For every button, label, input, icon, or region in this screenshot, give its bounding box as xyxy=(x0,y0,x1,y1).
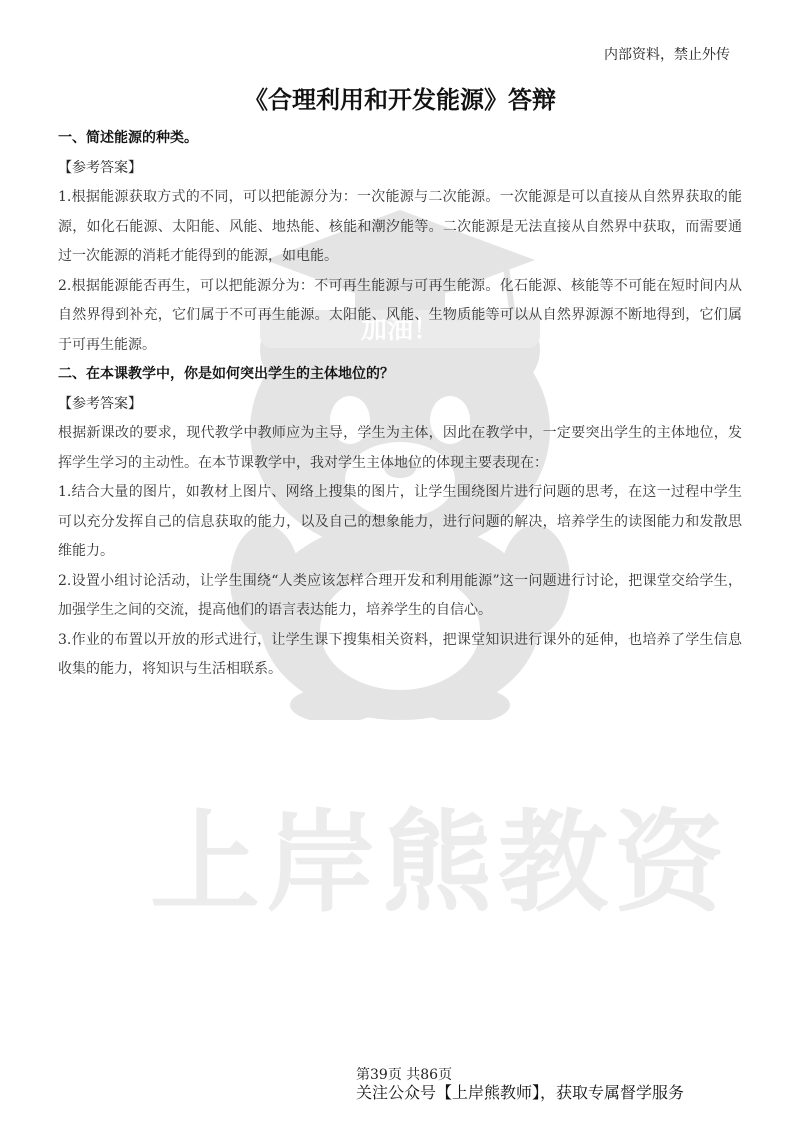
answer-paragraph: 1.结合大量的图片，如教材上图片、网络上搜集的图片，让学生围绕图片进行问题的思考，在这一过程中学生可以充分发挥自己的信息获取的能力，以及自己的想象能力，进行问题的解决，培养学生的读图能力和发散思维能力。 xyxy=(58,484,742,559)
page-number: 第39页 共86页 xyxy=(356,1067,453,1083)
answer-paragraph: 根据新课改的要求，现代教学中教师应为主导，学生为主体，因此在教学中，一定要突出学生的主体地位，发挥学生学习的主动性。在本节课教学中，我对学生主体地位的体现主要表现在： xyxy=(58,425,742,471)
answer-label: 【参考答案】 xyxy=(58,395,142,412)
mascot-banner-text: 加油！ xyxy=(360,315,440,345)
answer-paragraph: 2.设置小组讨论活动，让学生围绕“人类应该怎样合理开发和利用能源”这一问题进行讨论，把课堂交给学生，加强学生之间的交流，提高他们的语言表达能力，培养学生的自信心。 xyxy=(58,572,742,618)
section-heading: 一、简述能源的种类。 xyxy=(58,130,198,146)
footer-promo: 关注公众号【上岸熊教师】，获取专属督学服务 xyxy=(356,1083,685,1102)
answer-paragraph: 3.作业的布置以开放的形式进行，让学生课下搜集相关资料，把课堂知识进行课外的延伸，也培养了学生信息收集的能力，将知识与生活相联系。 xyxy=(58,631,742,677)
answer-label: 【参考答案】 xyxy=(58,159,142,176)
document-title: 《合理利用和开发能源》答辩 xyxy=(244,86,556,114)
confidential-note: 内部资料，禁止外传 xyxy=(604,47,730,63)
answer-paragraph: 2.根据能源能否再生，可以把能源分为：不可再生能源与可再生能源。化石能源、核能等不可能在短时间内从自然界得到补充，它们属于不可再生能源。太阳能、风能、生物质能等可以从自然界源源不断地得到，它们属于可再生能源。 xyxy=(58,277,742,353)
brand-watermark: 上岸熊教资 xyxy=(150,799,730,927)
document-body xyxy=(58,124,742,685)
section-heading: 二、在本课教学中，你是如何突出学生的主体地位的？ xyxy=(58,366,394,382)
section-1 xyxy=(58,124,742,360)
section-2 xyxy=(58,360,742,685)
answer-paragraph: 1.根据能源获取方式的不同，可以把能源分为：一次能源与二次能源。一次能源是可以直接从自然界获取的能源，如化石能源、太阳能、风能、地热能、核能和潮汐能等。二次能源是无法直接从自然界中获取，而需要通过一次能源的消耗才能得到的能源，如电能。 xyxy=(58,189,742,264)
